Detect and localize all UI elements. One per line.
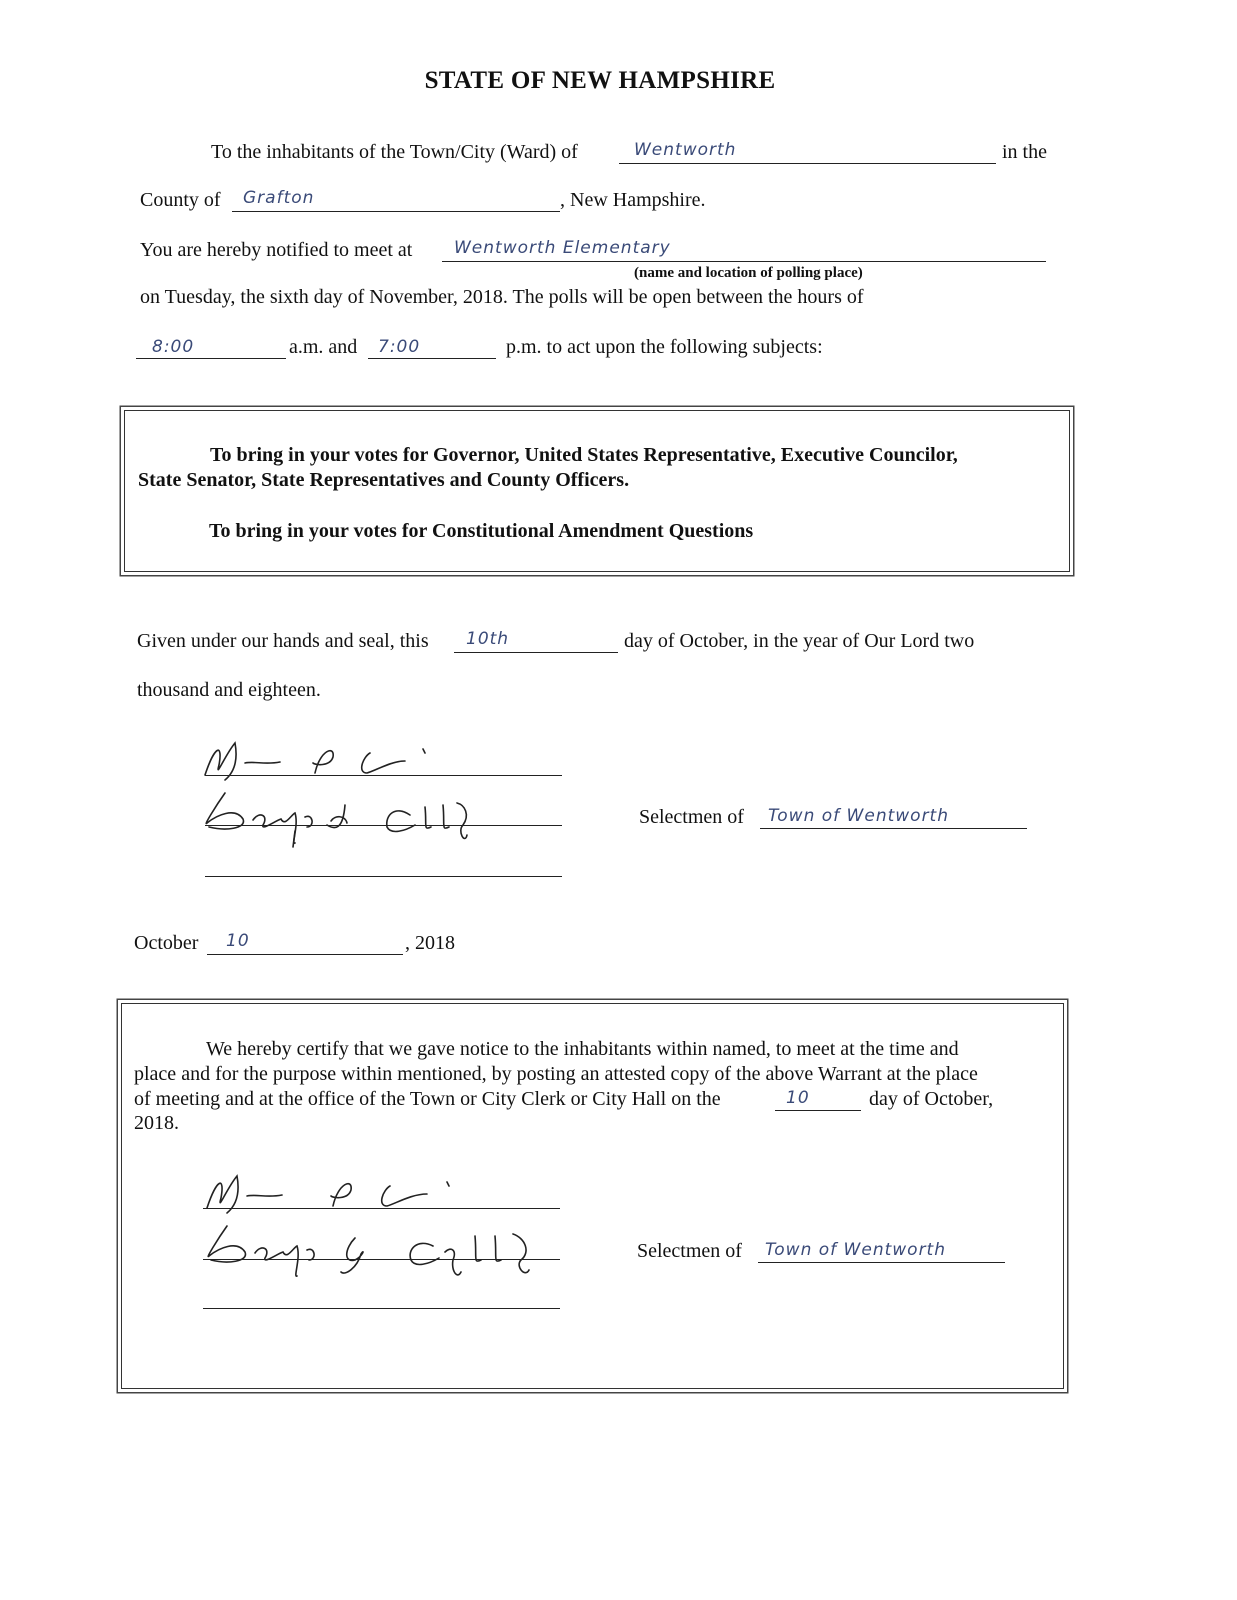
selectmen-town-field-2[interactable]: Town of Wentworth	[765, 1240, 946, 1260]
selectmen-town-underline-2	[758, 1262, 1005, 1263]
county-label: County of	[140, 189, 221, 211]
subjects-para2: To bring in your votes for Constitutional Amendment Questions	[209, 520, 754, 542]
pm-subjects-label: p.m. to act upon the following subjects:	[506, 336, 823, 358]
selectman-signature-1	[195, 735, 525, 850]
new-hampshire-label: , New Hampshire.	[560, 189, 706, 211]
dated-month: October	[134, 932, 199, 954]
polling-place-field[interactable]: Wentworth Elementary	[454, 238, 671, 258]
selectman-signature-2	[195, 1168, 560, 1283]
open-time-field[interactable]: 8:00	[152, 337, 195, 357]
open-time-underline	[136, 358, 286, 359]
county-field[interactable]: Grafton	[243, 188, 315, 208]
polling-place-underline	[442, 261, 1046, 262]
document-title: STATE OF NEW HAMPSHIRE	[424, 67, 776, 94]
election-date-line: on Tuesday, the sixth day of November, 2018. The polls will be open between the hours of	[140, 286, 864, 308]
certify-line3-suffix: day of October,	[869, 1088, 994, 1110]
dated-day-field[interactable]: 10	[226, 931, 250, 951]
certify-line3-prefix: of meeting and at the office of the Town or City Clerk or City Hall on the	[134, 1088, 721, 1110]
given-day-field[interactable]: 10th	[466, 629, 510, 649]
given-suffix: day of October, in the year of Our Lord two	[624, 630, 975, 652]
selectmen-town-underline-1	[760, 828, 1027, 829]
am-and-label: a.m. and	[289, 336, 358, 358]
given-line2: thousand and eighteen.	[137, 679, 321, 701]
certify-line4: 2018.	[134, 1112, 179, 1134]
selectmen-label-2: Selectmen of	[637, 1240, 742, 1262]
selectmen-town-field-1[interactable]: Town of Wentworth	[768, 806, 949, 826]
close-time-field[interactable]: 7:00	[378, 337, 421, 357]
subjects-para1-line1: To bring in your votes for Governor, United States Representative, Executive Councilor,	[210, 444, 958, 466]
close-time-underline	[368, 358, 496, 359]
certify-day-underline	[775, 1110, 861, 1111]
dated-year: , 2018	[405, 932, 455, 954]
selectmen-label-1: Selectmen of	[639, 806, 744, 828]
certify-line1: We hereby certify that we gave notice to the inhabitants within named, to meet at the time and	[206, 1038, 959, 1060]
in-the-label: in the	[1002, 141, 1047, 163]
signature-line-2c	[203, 1308, 560, 1309]
inhabitants-label: To the inhabitants of the Town/City (Ward) of	[211, 141, 578, 163]
town-underline	[619, 163, 996, 164]
subjects-para1-line2: State Senator, State Representatives and County Officers.	[138, 469, 630, 491]
town-field[interactable]: Wentworth	[634, 140, 737, 160]
signature-line-1c	[205, 876, 562, 877]
given-day-underline	[454, 652, 618, 653]
certify-day-field[interactable]: 10	[786, 1088, 810, 1108]
certify-line2: place and for the purpose within mentioned, by posting an attested copy of the above Warrant at the place	[134, 1063, 978, 1085]
given-label: Given under our hands and seal, this	[137, 630, 429, 652]
dated-day-underline	[207, 954, 403, 955]
county-underline	[232, 211, 560, 212]
meet-at-label: You are hereby notified to meet at	[140, 239, 413, 261]
polling-place-caption: (name and location of polling place)	[634, 265, 863, 281]
